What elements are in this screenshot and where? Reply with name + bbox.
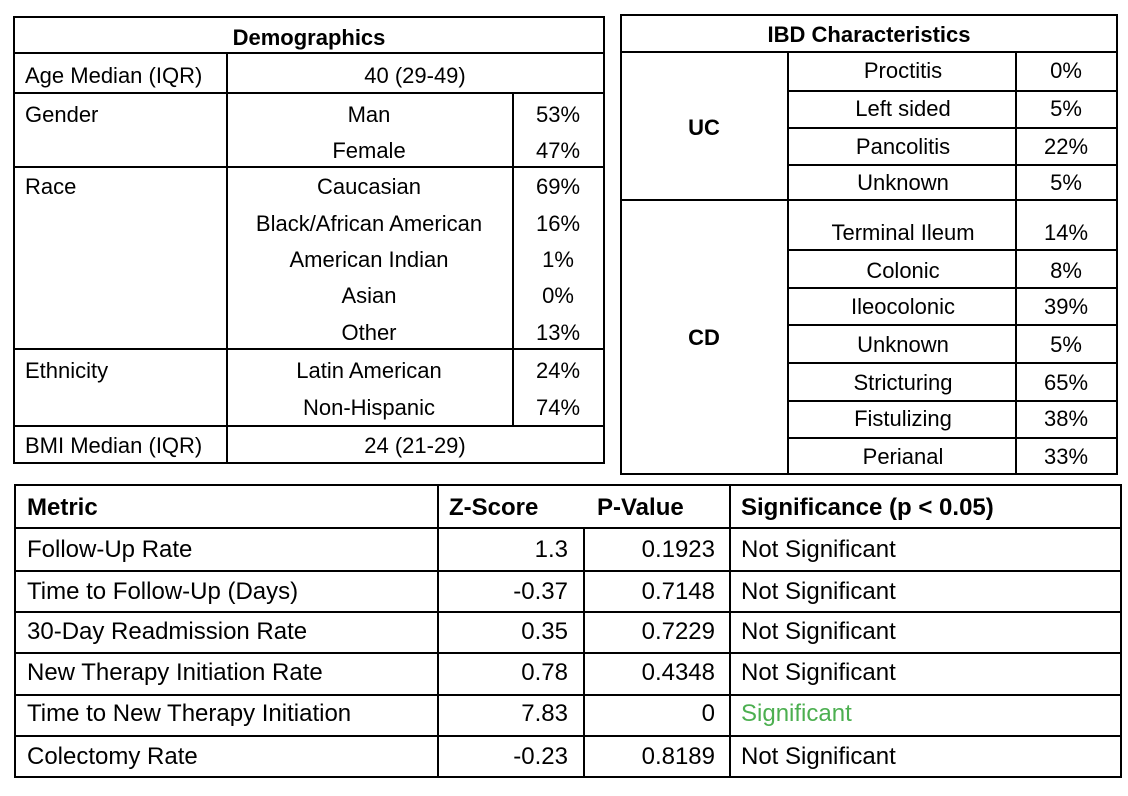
ethnicity-latin-label: Latin American xyxy=(296,358,442,383)
cd-unknown-value: 5% xyxy=(1050,332,1082,357)
cd-unknown-label: Unknown xyxy=(857,332,949,357)
uc-proctitis-value: 0% xyxy=(1050,58,1082,83)
row-1-metric: Follow-Up Rate xyxy=(27,536,193,563)
gender-female-label: Female xyxy=(332,138,406,163)
row-2-metric: Time to Follow-Up (Days) xyxy=(27,578,299,605)
cd-perianal-label: Perianal xyxy=(862,444,944,469)
cd-terminal-ileum-value: 14% xyxy=(1043,220,1089,245)
row-5-p-value: 0 xyxy=(701,700,715,727)
race-label: Race xyxy=(25,174,77,199)
row-2-z-score: -0.37 xyxy=(513,578,568,605)
gender-label: Gender xyxy=(25,102,99,127)
uc-left-sided-label: Left sided xyxy=(855,96,951,121)
row-5-z-score: 7.83 xyxy=(521,700,568,727)
race-black-label: Black/African American xyxy=(255,211,483,236)
race-other-label: Other xyxy=(341,320,397,345)
uc-pancolitis-value: 22% xyxy=(1043,134,1089,159)
row-6-significance: Not Significant xyxy=(741,743,896,770)
header-metric: Metric xyxy=(27,494,98,521)
ethnicity-non-hispanic-value: 74% xyxy=(535,395,581,420)
row-6-metric: Colectomy Rate xyxy=(27,743,198,770)
cd-fistulizing-value: 38% xyxy=(1043,406,1089,431)
cd-colonic-value: 8% xyxy=(1050,258,1082,283)
race-black-value: 16% xyxy=(535,211,581,236)
bmi-label: BMI Median (IQR) xyxy=(25,433,203,458)
uc-pancolitis-label: Pancolitis xyxy=(855,134,951,159)
row-5-significance: Significant xyxy=(741,700,852,727)
race-asian-label: Asian xyxy=(341,283,397,308)
row-1-z-score: 1.3 xyxy=(534,536,568,563)
race-caucasian-label: Caucasian xyxy=(317,174,421,199)
demographics-title: Demographics xyxy=(232,25,386,50)
age-value: 40 (29-49) xyxy=(364,63,466,88)
ethnicity-label: Ethnicity xyxy=(25,358,109,383)
cd-stricturing-label: Stricturing xyxy=(853,370,953,395)
cd-colonic-label: Colonic xyxy=(866,258,940,283)
race-american-indian-value: 1% xyxy=(542,247,574,272)
gender-man-label: Man xyxy=(347,102,391,127)
row-1-significance: Not Significant xyxy=(741,536,896,563)
race-asian-value: 0% xyxy=(542,283,574,308)
uc-label: UC xyxy=(688,115,720,140)
header-p-value: P-Value xyxy=(597,494,684,521)
age-label: Age Median (IQR) xyxy=(25,63,203,88)
race-caucasian-value: 69% xyxy=(535,174,581,199)
row-6-p-value: 0.8189 xyxy=(641,743,715,770)
row-4-significance: Not Significant xyxy=(741,659,896,686)
row-3-p-value: 0.7229 xyxy=(641,618,715,645)
row-5-metric: Time to New Therapy Initiation xyxy=(27,700,352,727)
header-z-score: Z-Score xyxy=(449,494,539,521)
row-3-z-score: 0.35 xyxy=(521,618,568,645)
uc-left-sided-value: 5% xyxy=(1050,96,1082,121)
cd-perianal-value: 33% xyxy=(1043,444,1089,469)
ibd-title: IBD Characteristics xyxy=(767,22,971,47)
race-other-value: 13% xyxy=(535,320,581,345)
ethnicity-non-hispanic-label: Non-Hispanic xyxy=(302,395,436,420)
row-4-metric: New Therapy Initiation Rate xyxy=(27,659,323,686)
header-significance: Significance (p < 0.05) xyxy=(741,494,994,521)
uc-proctitis-label: Proctitis xyxy=(863,58,943,83)
row-2-p-value: 0.7148 xyxy=(641,578,715,605)
row-3-metric: 30-Day Readmission Rate xyxy=(27,618,308,645)
race-american-indian-label: American Indian xyxy=(289,247,449,272)
cd-stricturing-value: 65% xyxy=(1043,370,1089,395)
row-1-p-value: 0.1923 xyxy=(641,536,715,563)
row-6-z-score: -0.23 xyxy=(513,743,568,770)
row-4-z-score: 0.78 xyxy=(521,659,568,686)
cd-label: CD xyxy=(688,325,720,350)
row-2-significance: Not Significant xyxy=(741,578,896,605)
bmi-value: 24 (21-29) xyxy=(364,433,466,458)
row-3-significance: Not Significant xyxy=(741,618,896,645)
cd-terminal-ileum-label: Terminal Ileum xyxy=(831,220,975,245)
gender-female-value: 47% xyxy=(535,138,581,163)
cd-ileocolonic-label: Ileocolonic xyxy=(851,294,955,319)
uc-unknown-label: Unknown xyxy=(857,170,949,195)
cd-fistulizing-label: Fistulizing xyxy=(854,406,952,431)
row-4-p-value: 0.4348 xyxy=(641,659,715,686)
cd-ileocolonic-value: 39% xyxy=(1043,294,1089,319)
uc-unknown-value: 5% xyxy=(1050,170,1082,195)
ethnicity-latin-value: 24% xyxy=(535,358,581,383)
gender-man-value: 53% xyxy=(535,102,581,127)
